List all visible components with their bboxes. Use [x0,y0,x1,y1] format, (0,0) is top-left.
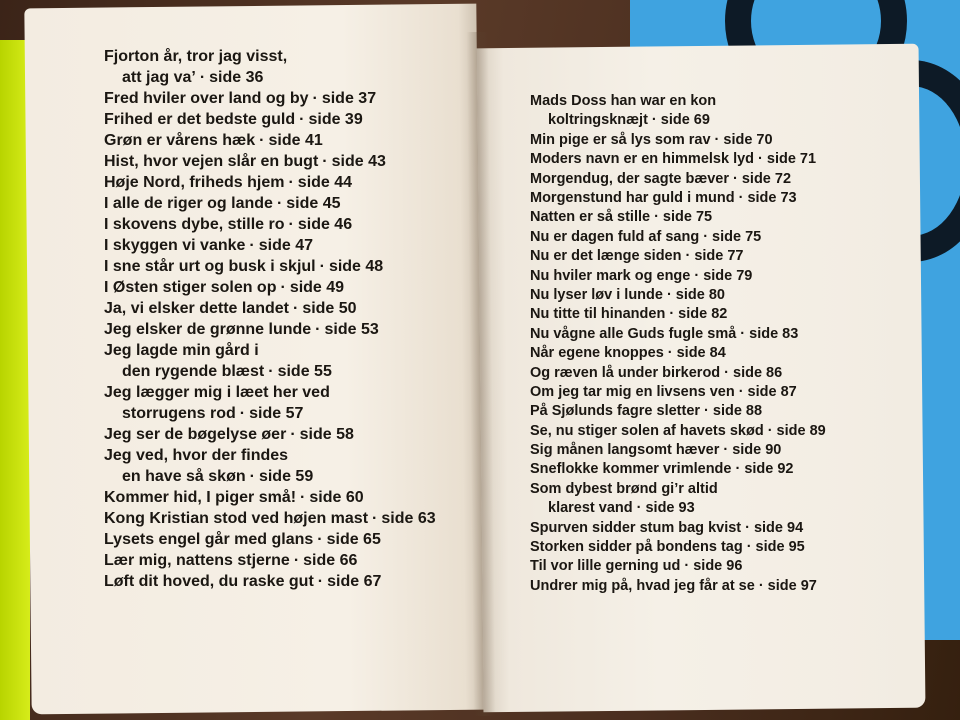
entry-separator: · [745,519,750,536]
entry-title: Kommer hid, I piger små! [104,489,297,506]
entry-separator: · [703,228,709,245]
index-entry [530,247,826,266]
entry-separator: · [667,345,673,362]
index-entry [104,445,436,487]
entry-title: I Østen stiger solen op [104,279,277,296]
entry-title: Jeg elsker de grønne lunde [104,321,312,338]
entry-title: Sneflokke kommer vrimlende [530,461,732,478]
entry-title: Mads Doss han war en kon [530,93,717,109]
entry-page-number: side 86 [733,364,783,381]
entry-title: Og ræven lå under birkerod [530,364,721,381]
entry-separator: · [666,286,672,303]
entry-title: Moders navn er en himmelsk lyd [530,151,755,168]
index-entry [530,325,826,344]
entry-title: Morgendug, der sagte bæver [530,170,730,187]
index-entry [530,480,826,519]
entry-separator: · [292,300,299,317]
entry-title-second-line: en have så skøn [122,468,246,485]
index-entry [530,364,826,383]
index-entry [530,538,826,557]
entry-page-number: side 95 [755,539,805,556]
index-entry [530,519,826,538]
entry-separator: · [694,267,700,284]
entry-title: Morgenstund har guld i mund [530,189,735,206]
entry-title: Jeg lagde min gård i [104,342,259,359]
entry-separator: · [249,237,255,254]
entry-title: Nu titte til hinanden [530,306,666,323]
entry-page-number: side 66 [303,552,358,569]
entry-page-number: side 75 [712,228,762,245]
entry-separator: · [733,170,738,187]
index-entry [530,170,826,189]
entry-page-number: side 37 [321,90,377,107]
entry-page-number: side 58 [299,426,354,443]
index-entry [530,422,826,441]
entry-separator: · [704,403,709,420]
index-entry [104,193,436,214]
entry-page-number: side 67 [327,573,382,590]
entry-title: Hist, hvor vejen slår en bugt [104,153,319,170]
entry-separator: · [290,426,296,443]
entry-title: Fred hviler over land og by [104,90,309,107]
entry-title: Frihed er det bedste guld [104,111,296,128]
entry-title-second-line: storrugens rod [122,405,236,422]
entry-separator: · [276,195,283,212]
entry-page-number: side 79 [703,267,753,284]
entry-separator: · [735,461,741,478]
index-entry [104,424,436,445]
entry-page-number: side 48 [328,258,384,275]
entry-title: Kong Kristian stod ved højen mast [104,510,369,527]
entry-title: Grøn er vårens hæk [104,132,256,149]
entry-title-second-line: att jag va’ [122,69,196,86]
entry-separator: · [312,90,318,107]
index-entry [530,228,826,247]
entry-title: Om jeg tar mig en livsens ven [530,383,735,400]
entry-page-number: side 60 [309,489,364,506]
entry-separator: · [268,363,274,380]
entry-page-number: side 84 [676,345,726,362]
entry-title-continuation [104,466,436,487]
index-entry [104,256,436,277]
entry-page-number: side 88 [712,403,763,420]
index-entry [530,460,826,479]
entry-page-number: side 96 [693,558,743,575]
entry-separator: · [293,552,300,569]
index-entry [530,557,826,576]
entry-page-number: side 87 [747,383,797,400]
index-entry [530,131,826,150]
entry-separator: · [299,111,305,128]
entry-separator: · [651,112,657,129]
entry-title-continuation [104,67,436,88]
entry-page-number: side 63 [381,510,436,527]
entry-separator: · [300,489,306,506]
index-entry [530,441,826,460]
entry-title: Nu er det længe siden [530,248,682,265]
entry-title: Lysets engel går med glans [104,531,314,548]
entry-title: Nu lyser løv i lunde [530,286,663,303]
entry-page-number: side 46 [297,216,353,233]
entry-separator: · [723,442,729,459]
entry-page-number: side 92 [744,461,794,478]
entry-title-continuation [530,111,826,130]
entry-title: Storken sidder på bondens tag [530,539,743,556]
entry-separator: · [288,174,294,191]
entry-page-number: side 97 [767,577,817,594]
entry-title: I skyggen vi vanke [104,237,246,254]
entry-title: Undrer mig på, hvad jeg får at se [530,577,755,594]
entry-title: Når egene knoppes [530,345,664,362]
entry-separator: · [199,69,206,86]
entry-separator: · [685,248,691,265]
index-entry [104,46,436,88]
entry-title: Lær mig, nattens stjerne [104,552,290,569]
entry-page-number: side 50 [302,300,357,317]
index-entry [530,150,826,169]
entry-title: På Sjølunds fagre sletter [530,403,701,420]
entry-separator: · [740,325,746,342]
index-entry [530,189,826,208]
entry-title: Jeg lægger mig i læet her ved [104,384,330,401]
entry-title: Nu er dagen fuld af sang [530,228,700,245]
entry-separator: · [669,306,675,323]
entry-separator: · [372,510,378,527]
entry-page-number: side 93 [645,500,695,517]
entry-separator: · [724,364,730,381]
entry-title-second-line: den rygende blæst [122,363,265,380]
index-entry [104,550,436,571]
entry-title-second-line: klarest vand [548,500,633,517]
entry-page-number: side 72 [741,170,792,187]
entry-title: Fjorton år, tror jag visst, [104,48,288,65]
entry-separator: · [315,321,321,338]
entry-page-number: side 82 [678,306,728,323]
entry-title: Jeg ved, hvor der findes [104,447,289,464]
entry-page-number: side 94 [753,519,804,536]
entry-page-number: side 47 [258,237,313,254]
entry-separator: · [280,279,286,296]
entry-title: Se, nu stiger solen af havets skød [530,422,764,439]
entry-page-number: side 49 [289,279,345,296]
entry-title: Nu vågne alle Guds fugle små [530,325,737,342]
entry-title: Min pige er så lys som rav [530,131,711,148]
entry-title: Høje Nord, friheds hjem [104,174,285,191]
entry-page-number: side 41 [268,132,323,149]
index-entry [530,383,826,402]
right-index-list [530,92,826,596]
entry-separator: · [738,189,744,206]
entry-title: Natten er så stille [530,209,651,226]
entry-separator: · [684,558,690,575]
entry-separator: · [758,577,764,594]
entry-separator: · [714,131,720,148]
index-entry [530,344,826,363]
entry-page-number: side 53 [324,321,379,338]
index-entry [530,92,826,131]
entry-title-continuation [104,403,436,424]
index-entry [104,277,436,298]
left-index-list [104,46,436,592]
entry-page-number: side 83 [749,325,799,342]
index-entry [104,298,436,319]
entry-title: Jeg ser de bøgelyse øer [104,426,287,443]
entry-page-number: side 65 [326,531,381,548]
index-entry [530,208,826,227]
index-entry [530,286,826,305]
entry-separator: · [239,405,246,422]
index-entry [104,130,436,151]
entry-page-number: side 45 [286,195,341,212]
entry-page-number: side 39 [308,111,363,128]
entry-title: Sig månen langsomt hæver [530,442,720,459]
entry-separator: · [322,153,328,170]
entry-page-number: side 57 [249,405,304,422]
index-entry [530,577,826,596]
entry-page-number: side 55 [277,363,332,380]
index-entry [104,214,436,235]
entry-title-second-line: koltringsknæjt [548,112,648,129]
entry-title: I sne står urt og busk i skjul [104,258,316,275]
index-entry [104,508,436,529]
index-entry [104,382,436,424]
entry-page-number: side 59 [258,468,314,485]
entry-separator: · [767,422,773,439]
entry-separator: · [317,573,324,590]
entry-page-number: side 90 [732,442,782,459]
index-entry [104,88,436,109]
entry-page-number: side 44 [297,174,353,191]
entry-title: I alle de riger og lande [104,195,273,212]
entry-page-number: side 70 [723,131,773,148]
entry-page-number: side 80 [675,286,725,303]
entry-page-number: side 69 [660,112,710,129]
entry-page-number: side 73 [747,189,797,206]
entry-page-number: side 75 [662,209,713,226]
entry-separator: · [259,132,265,149]
index-entry [104,529,436,550]
entry-separator: · [654,209,659,226]
entry-page-number: side 77 [694,248,744,265]
index-entry [104,109,436,130]
entry-title: Til vor lille gerning ud [530,558,681,575]
entry-page-number: side 43 [331,153,386,170]
entry-separator: · [319,258,325,275]
index-entry [104,487,436,508]
index-entry [104,340,436,382]
entry-title: Nu hviler mark og enge [530,267,691,284]
entry-title: Spurven sidder stum bag kvist [530,519,742,536]
index-entry [530,305,826,324]
entry-title: Løft dit hoved, du raske gut [104,573,314,590]
entry-page-number: side 36 [209,69,264,86]
entry-separator: · [746,539,752,556]
index-entry [104,235,436,256]
index-entry [530,267,826,286]
entry-title: Ja, vi elsker dette landet [104,300,289,317]
entry-separator: · [758,151,763,168]
index-entry [104,172,436,193]
entry-separator: · [636,500,642,517]
entry-page-number: side 89 [776,422,826,439]
entry-title-continuation [104,361,436,382]
index-entry [104,319,436,340]
index-entry [104,151,436,172]
entry-separator: · [249,468,255,485]
entry-separator: · [738,383,744,400]
entry-separator: · [317,531,323,548]
entry-title-continuation [530,499,826,518]
index-entry [104,571,436,592]
entry-page-number: side 71 [766,151,817,168]
entry-separator: · [288,216,294,233]
entry-title: Som dybest brønd gi’r altid [530,480,718,497]
index-entry [530,402,826,421]
entry-title: I skovens dybe, stille ro [104,216,285,233]
